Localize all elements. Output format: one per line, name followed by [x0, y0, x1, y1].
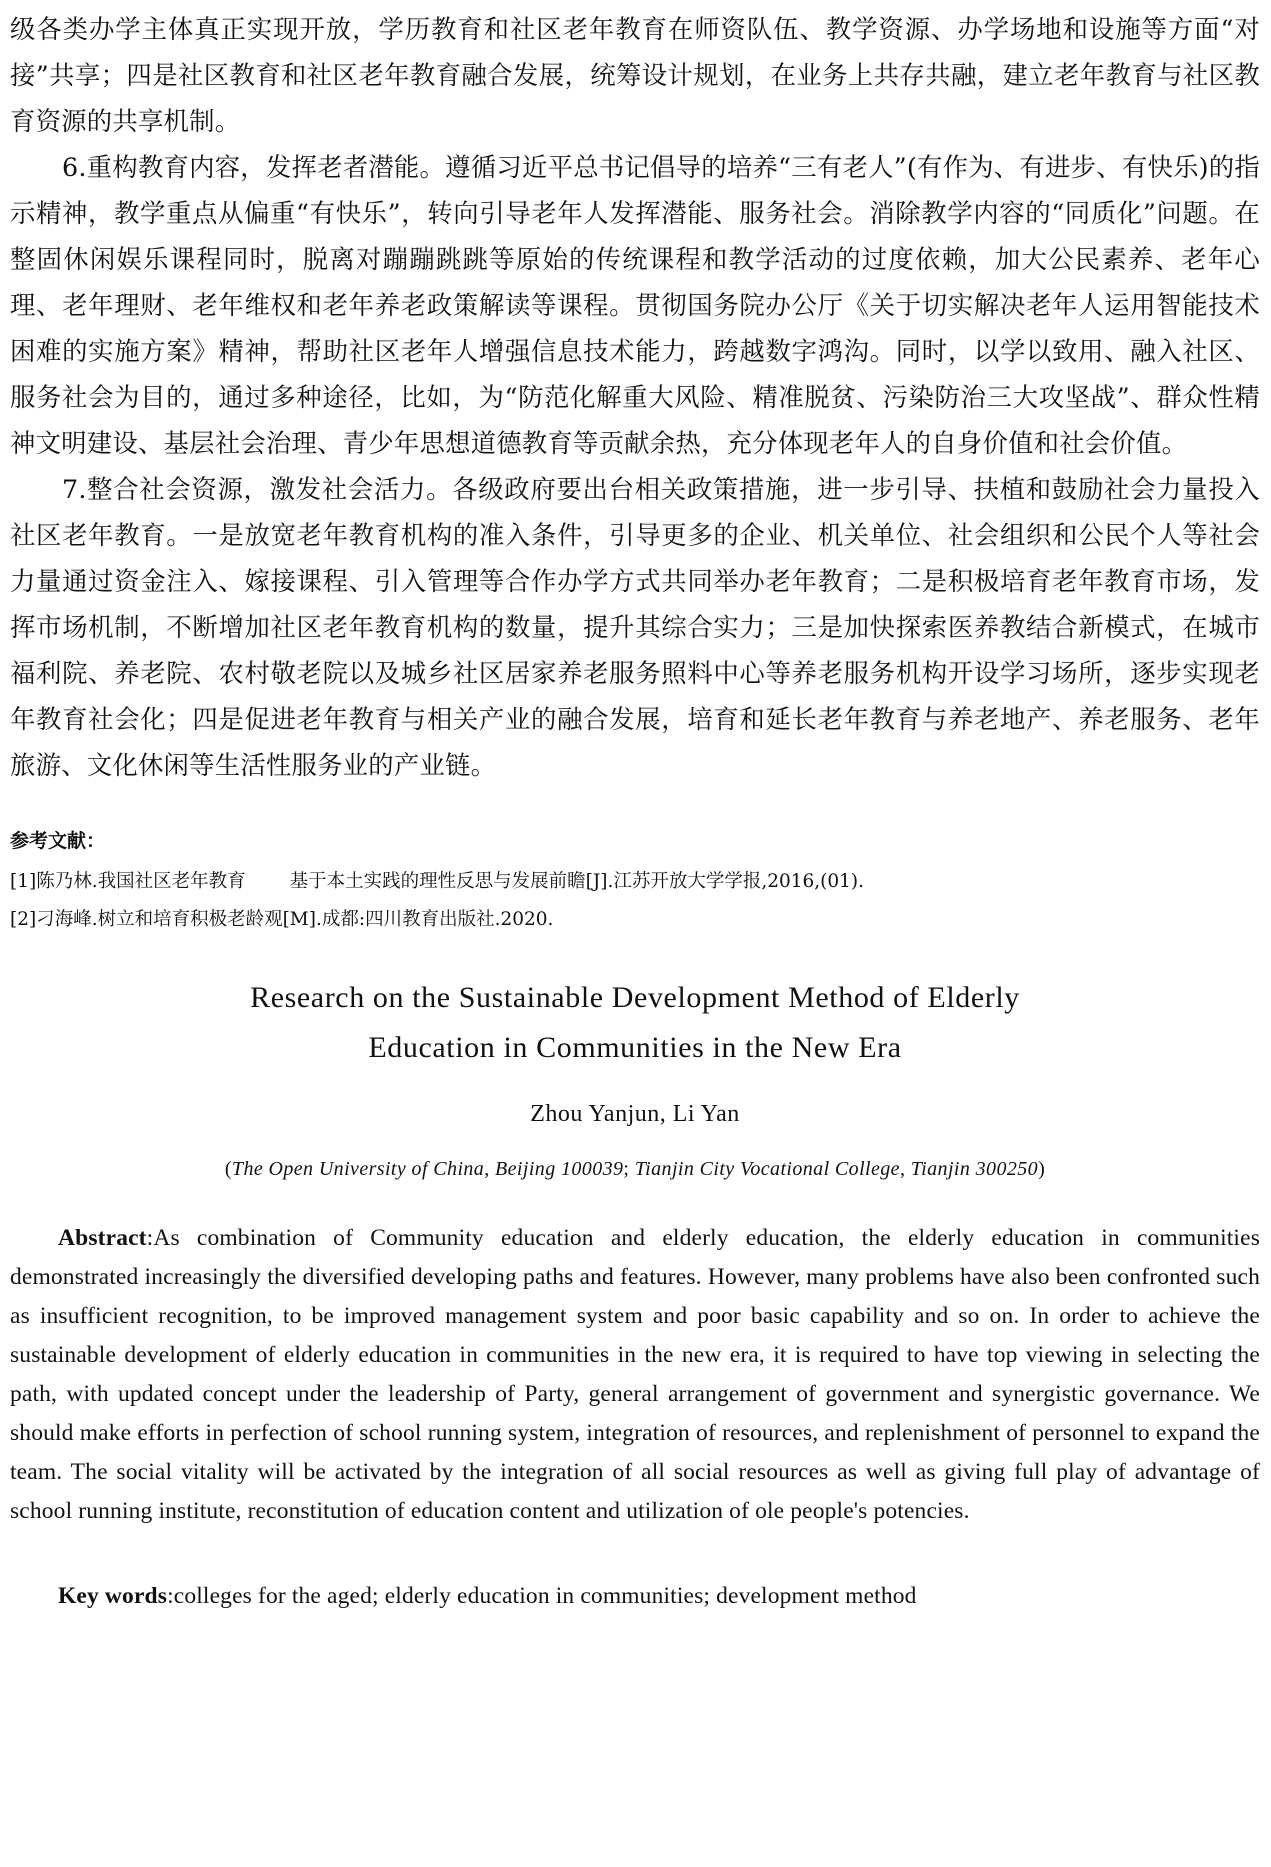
reference-1-part2: 基于本土实践的理性反思与发展前瞻[J].江苏开放大学学报,2016,(01). — [289, 871, 865, 892]
affiliation-institution-1: The Open University of China — [231, 1158, 485, 1180]
keywords-colon: : — [167, 1583, 174, 1609]
reference-2-part1: [2]刁海峰.树立和培育积极老龄观[M].成都:四川教育出版社.2020. — [10, 909, 554, 930]
affiliation-city-1: Beijing 100039 — [495, 1158, 624, 1180]
references-heading: 参考文献： — [10, 830, 106, 852]
affiliation-separator-1: , — [484, 1158, 496, 1180]
reference-item-2 — [10, 901, 1260, 939]
english-affiliation — [10, 1158, 1260, 1181]
keywords-label: Key words — [58, 1583, 168, 1609]
abstract-text: As combination of Community education and elderly education, the elderly education in communities demonstrated increasingly the diversified developing paths and features. However, many problems have also been confronted such as insufficient recognition, to be improved management system and poor basic capability and so on. In order to achieve the sustainable development of elderly education in communities in the new era, it is required to have top viewing in selecting the path, with updated concept under the leadership of Party, general arrangement of government and synergistic governance. We should make efforts in perfection of school running system, integration of resources, and replenishment of personnel to expand the team. The social vitality will be activated by the integration of all social resources as well as giving full play of advantage of school running institute, reconstitution of education content and utilization of ole people's potencies. — [10, 1225, 1260, 1524]
english-abstract — [10, 1219, 1260, 1531]
affiliation-separator-2: ; — [623, 1158, 635, 1180]
body-paragraph-6: 6.重构教育内容，发挥老者潜能。遵循习近平总书记倡导的培养“三有老人”(有作为、有进步、有快乐)的指示精神，教学重点从偏重“有快乐”，转向引导老年人发挥潜能、服务社会。消除教学内容的“同质化”问题。在整固休闲娱乐课程同时，脱离对蹦蹦跳跳等原始的传统课程和教学活动的过度依赖，加大公民素养、老年心理、老年理财、老年维权和老年养老政策解读等课程。贯彻国务院办公厅《关于切实解决老年人运用智能技术困难的实施方案》精神，帮助社区老年人增强信息技术能力，跨越数字鸿沟。同时，以学以致用、融入社区、服务社会为目的，通过多种途径，比如，为“防范化解重大风险、精准脱贫、污染防治三大攻坚战”、群众性精神文明建设、基层社会治理、青少年思想道德教育等贡献余热，充分体现老年人的自身价值和社会价值。 — [10, 152, 1260, 458]
affiliation-close-paren: ) — [1038, 1158, 1046, 1180]
page — [10, 0, 1260, 1634]
english-title — [10, 973, 1260, 1073]
body-paragraph-7: 7.整合社会资源，激发社会活力。各级政府要出台相关政策措施，进一步引导、扶植和鼓励社会力量投入社区老年教育。一是放宽老年教育机构的准入条件，引导更多的企业、机关单位、社会组织和公民个人等社会力量通过资金注入、嫁接课程、引入管理等合作办学方式共同举办老年教育；二是积极培育老年教育市场，发挥市场机制，不断增加社区老年教育机构的数量，提升其综合实力；三是加快探索医养教结合新模式，在城市福利院、养老院、农村敬老院以及城乡社区居家养老服务照料中心等养老服务机构开设学习场所，逐步实现老年教育社会化；四是促进老年教育与相关产业的融合发展，培育和延长老年教育与养老地产、养老服务、老年旅游、文化休闲等生活性服务业的产业链。 — [10, 474, 1260, 780]
body-paragraph-continued: 级各类办学主体真正实现开放，学历教育和社区老年教育在师资队伍、教学资源、办学场地和设施等方面“对接”共享；四是社区教育和社区老年教育融合发展，统筹设计规划，在业务上共存共融，建立老年教育与社区教育资源的共享机制。 — [10, 14, 1260, 136]
english-keywords — [10, 1583, 1260, 1610]
affiliation-city-2: Tianjin 300250 — [910, 1158, 1039, 1180]
english-title-line-2: Education in Communities in the New Era — [368, 1031, 902, 1064]
affiliation-institution-2: Tianjin City Vocational College — [634, 1158, 900, 1180]
abstract-colon: : — [146, 1225, 154, 1251]
english-title-line-1: Research on the Sustainable Development Method of Elderly — [250, 981, 1020, 1014]
reference-item-1 — [10, 863, 1260, 901]
reference-1-part1: [1]陈乃林.我国社区老年教育 — [10, 871, 246, 892]
keywords-text: colleges for the aged; elderly education in communities; development method — [173, 1583, 917, 1609]
affiliation-separator-3: , — [899, 1158, 911, 1180]
english-authors: Zhou Yanjun, Li Yan — [530, 1101, 740, 1127]
affiliation-open-paren: ( — [224, 1158, 232, 1180]
references-section — [10, 826, 1260, 939]
abstract-label: Abstract — [58, 1225, 147, 1251]
